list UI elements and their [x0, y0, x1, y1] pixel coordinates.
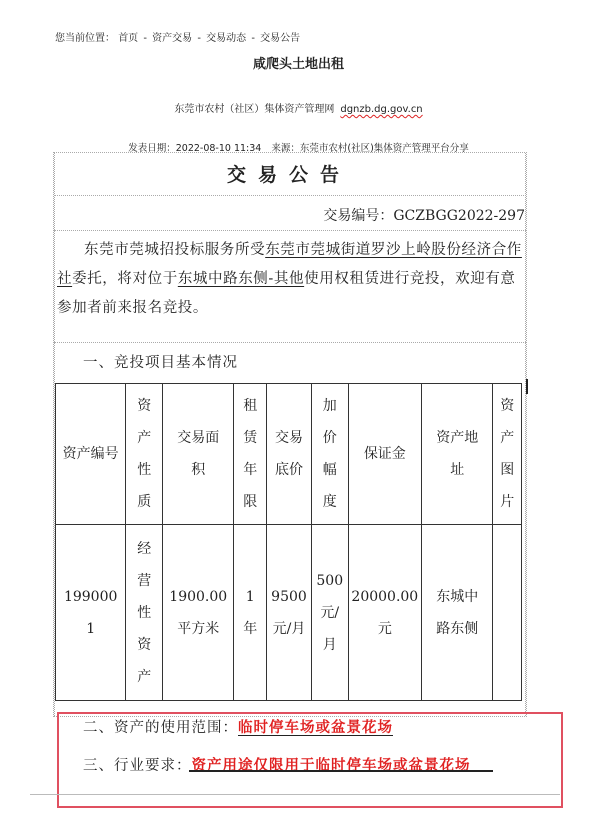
breadcrumb-item-trade-news[interactable]: 交易动态 [206, 33, 247, 44]
table-cell-deposit: 20000.00元 [348, 525, 421, 701]
text-cursor [526, 379, 528, 394]
source-text: 东莞市农村(社区)集体资产管理平台分享 [299, 143, 469, 154]
table-cell-base-price: 9500元/月 [267, 525, 312, 701]
table-cell-lease-term: 1年 [234, 525, 267, 701]
table-cell-asset-no: 1990001 [56, 525, 126, 701]
para-text: 使用权租赁进行竞投，欢迎有意参加者前来报名竞投。 [57, 271, 516, 316]
table-row [56, 525, 522, 701]
site-name: 东莞市农村（社区）集体资产管理网 [174, 104, 335, 115]
table-header-row [56, 384, 522, 525]
breadcrumb [55, 29, 300, 44]
table-header-cell: 交易底价 [267, 384, 312, 525]
table-header-cell: 加价幅度 [311, 384, 348, 525]
table-header-cell: 交易面积 [163, 384, 234, 525]
source-label: 来源： [271, 143, 300, 154]
table-cell-increment: 500元/月 [311, 525, 348, 701]
divider [54, 230, 526, 231]
breadcrumb-separator: - [197, 33, 201, 44]
table-cell-image [493, 525, 522, 701]
section-3-value: 资产用途仅限用于临时停车场或盆景花场 [191, 757, 471, 774]
divider [54, 342, 526, 343]
breadcrumb-label: 您当前位置： [55, 33, 115, 44]
notice-paragraph [57, 236, 525, 323]
table-header-cell: 租赁年限 [234, 384, 267, 525]
table-header-cell: 资产图片 [493, 384, 522, 525]
divider [54, 195, 526, 196]
breadcrumb-item-trade-notice[interactable]: 交易公告 [260, 33, 301, 44]
page-title: 咸爬头土地出租 [252, 57, 344, 72]
divider [525, 153, 526, 716]
table-header-cell: 保证金 [348, 384, 421, 525]
breadcrumb-item-home[interactable]: 首页 [118, 33, 139, 44]
publish-date: 2022-08-10 11:34 [175, 143, 262, 154]
site-url[interactable]: dgnzb.dg.gov.cn [340, 104, 423, 115]
table-header-cell: 资产性质 [126, 384, 163, 525]
para-text: 东莞市莞城招投标服务所受 [84, 242, 266, 258]
section-1-heading: 一、竞投项目基本情况 [83, 355, 238, 371]
section-3-label: 三、行业要求： [83, 758, 192, 774]
site-line [0, 100, 597, 115]
client-name: 东莞市莞城街道罗沙上岭股份经济合作社 [57, 242, 522, 287]
notice-heading: 交易公告 [226, 164, 351, 186]
section-2-value: 临时停车场或盆景花场 [238, 719, 393, 736]
asset-table [55, 383, 522, 701]
asset-location: 东城中路东侧-其他 [177, 271, 305, 287]
table-header-cell: 资产地址 [422, 384, 493, 525]
publish-label: 发表日期： [128, 143, 176, 154]
section-2-label: 二、资产的使用范围： [83, 720, 238, 736]
divider [30, 794, 560, 795]
table-cell-address: 东城中路东侧 [422, 525, 493, 701]
breadcrumb-item-asset-trade[interactable]: 资产交易 [152, 33, 193, 44]
breadcrumb-separator: - [251, 33, 255, 44]
breadcrumb-separator: - [143, 33, 147, 44]
transaction-number: 交易编号：GCZBGG2022-297 [323, 208, 525, 224]
table-cell-area: 1900.00平方米 [163, 525, 234, 701]
para-text: 委托，将对位于 [72, 271, 178, 287]
table-header-cell: 资产编号 [56, 384, 126, 525]
table-cell-asset-type: 经营性资产 [126, 525, 163, 701]
